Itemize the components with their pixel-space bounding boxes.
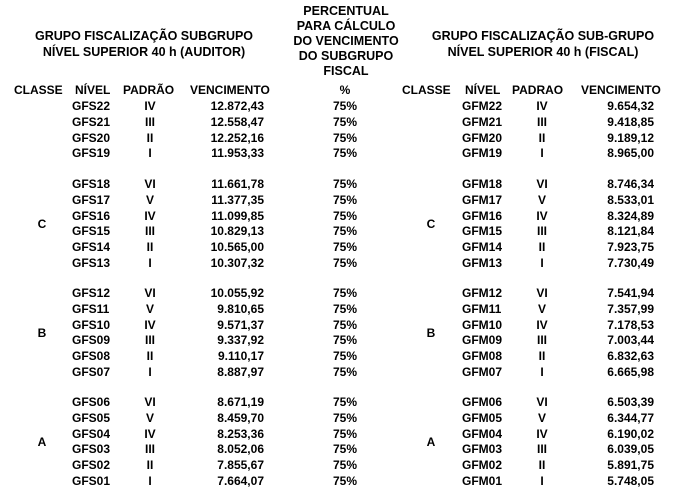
center-title-line-1: PERCENTUAL (303, 4, 389, 18)
right-vencimento: 9.418,85 (607, 114, 654, 129)
left-padrao: III (144, 442, 155, 457)
left-vencimento: 12.872,43 (210, 99, 264, 113)
right-padrao: III (536, 114, 547, 129)
left-vencimento: 8.887,97 (217, 365, 264, 379)
right-nivel: GFM18 (462, 177, 503, 191)
percent-value: 75% (332, 286, 358, 300)
left-nivel: GFS17 (72, 192, 111, 207)
left-vencimento: 7.664,07 (217, 474, 264, 488)
right-vencimento: 8.746,34 (607, 177, 654, 191)
left-vencimento: 9.337,92 (217, 333, 264, 348)
right-classe-label: B (426, 326, 436, 341)
percent-value: 75% (332, 333, 358, 348)
left-padrao: II (146, 349, 154, 364)
right-nivel: GFM04 (462, 426, 503, 441)
left-vencimento: 12.252,16 (210, 130, 264, 145)
left-padrao: IV (144, 99, 156, 113)
left-padrao: V (145, 192, 154, 207)
right-padrao: I (540, 146, 544, 161)
left-padrao: III (144, 333, 155, 348)
right-nivel: GFM11 (462, 301, 502, 316)
right-padrao: I (540, 365, 544, 379)
percent-value: 75% (332, 192, 358, 207)
right-padrao: I (540, 256, 544, 270)
right-nivel: GFM06 (462, 395, 503, 409)
center-header-percent: % (339, 83, 351, 97)
right-title-line-1: GRUPO FISCALIZAÇÃO SUB-GRUPO (431, 29, 655, 43)
percent-value: 75% (332, 130, 358, 145)
left-vencimento: 12.558,47 (210, 114, 264, 129)
right-nivel: GFM10 (462, 317, 503, 332)
percent-value: 75% (332, 224, 358, 239)
left-nivel: GFS14 (72, 240, 111, 255)
center-title-line-2: PARA CÁLCULO (296, 19, 396, 33)
right-header-classe: CLASSE (402, 83, 451, 97)
left-header-vencimento: VENCIMENTO (190, 83, 270, 97)
left-classe-label: B (37, 326, 47, 341)
percent-value: 75% (332, 317, 358, 332)
left-nivel: GFS18 (72, 177, 111, 191)
left-padrao: III (144, 224, 155, 239)
left-title-line-1: GRUPO FISCALIZAÇÃO SUBGRUPO (34, 29, 254, 43)
right-padrao: III (536, 224, 547, 239)
right-padrao: III (536, 442, 547, 457)
left-vencimento: 8.671,19 (217, 395, 264, 409)
right-padrao: II (538, 349, 546, 364)
left-nivel: GFS04 (72, 426, 111, 441)
left-vencimento: 11.953,33 (211, 146, 264, 161)
left-nivel: GFS07 (72, 365, 111, 379)
left-nivel: GFS08 (72, 349, 111, 364)
percent-value: 75% (332, 146, 358, 161)
left-vencimento: 10.055,92 (210, 286, 264, 300)
left-padrao: VI (144, 177, 156, 191)
left-title-line-2: NÍVEL SUPERIOR 40 h (AUDITOR) (42, 45, 246, 59)
right-padrao: V (537, 301, 546, 316)
left-nivel: GFS20 (72, 130, 111, 145)
left-vencimento: 9.110,17 (217, 349, 264, 364)
right-nivel: GFM20 (462, 130, 503, 145)
left-padrao: I (148, 474, 152, 488)
left-vencimento: 11.377,35 (211, 192, 264, 207)
right-padrao: II (538, 130, 546, 145)
right-nivel: GFM19 (462, 146, 503, 161)
right-padrao: V (537, 192, 546, 207)
right-header-nivel: NÍVEL (465, 83, 501, 97)
left-padrao: II (146, 130, 154, 145)
right-vencimento: 5.748,05 (607, 474, 654, 488)
right-nivel: GFM17 (462, 192, 503, 207)
left-vencimento: 10.829,13 (210, 224, 264, 239)
right-padrao: IV (536, 426, 548, 441)
right-padrao: II (538, 458, 546, 473)
right-vencimento: 9.654,32 (607, 99, 654, 113)
left-vencimento: 9.571,37 (217, 317, 264, 332)
percent-value: 75% (332, 426, 358, 441)
left-nivel: GFS22 (72, 99, 111, 113)
percent-value: 75% (332, 114, 358, 129)
center-title-line-5: FISCAL (323, 64, 369, 78)
right-nivel: GFM05 (462, 410, 503, 425)
left-padrao: V (145, 301, 154, 316)
right-vencimento: 7.003,44 (607, 333, 654, 348)
right-vencimento: 8.533,01 (607, 192, 654, 207)
percent-value: 75% (332, 458, 358, 473)
left-padrao: IV (144, 426, 156, 441)
right-header-vencimento: VENCIMENTO (581, 83, 661, 97)
right-padrao: V (537, 410, 546, 425)
left-nivel: GFS03 (72, 442, 111, 457)
right-vencimento: 7.178,53 (607, 317, 654, 332)
percent-value: 75% (332, 365, 358, 379)
left-vencimento: 8.052,06 (217, 442, 264, 457)
right-nivel: GFM22 (462, 99, 503, 113)
left-vencimento: 8.459,70 (217, 410, 264, 425)
right-nivel: GFM03 (462, 442, 503, 457)
left-vencimento: 10.307,32 (210, 256, 264, 270)
left-padrao: V (145, 410, 154, 425)
left-padrao: II (146, 458, 154, 473)
left-padrao: IV (144, 208, 156, 223)
right-nivel: GFM15 (462, 224, 503, 239)
right-vencimento: 7.730,49 (607, 256, 654, 270)
right-vencimento: 8.121,84 (607, 224, 654, 239)
left-vencimento: 7.855,67 (217, 458, 264, 473)
right-padrao: I (540, 474, 544, 488)
right-vencimento: 6.503,39 (607, 395, 654, 409)
right-vencimento: 6.344,77 (607, 410, 654, 425)
percent-value: 75% (332, 208, 358, 223)
percent-value: 75% (332, 474, 358, 488)
left-vencimento: 10.565,00 (210, 240, 264, 255)
left-padrao: VI (144, 286, 156, 300)
right-padrao: IV (536, 317, 548, 332)
left-nivel: GFS06 (72, 395, 111, 409)
left-padrao: I (148, 256, 152, 270)
left-classe-label: A (37, 435, 47, 450)
percent-value: 75% (332, 177, 358, 191)
right-nivel: GFM09 (462, 333, 503, 348)
left-nivel: GFS09 (72, 333, 111, 348)
left-vencimento: 11.099,85 (211, 208, 264, 223)
left-nivel: GFS10 (72, 317, 111, 332)
left-padrao: I (148, 146, 152, 161)
percent-value: 75% (332, 256, 358, 270)
center-title-line-3: DO VENCIMENTO (293, 34, 399, 48)
left-vencimento: 9.810,65 (217, 301, 264, 316)
percent-value: 75% (332, 395, 358, 409)
right-padrao: II (538, 240, 546, 255)
left-nivel: GFS11 (72, 301, 110, 316)
left-nivel: GFS01 (72, 474, 111, 488)
left-classe-label: C (37, 217, 47, 232)
percent-value: 75% (332, 349, 358, 364)
right-nivel: GFM08 (462, 349, 503, 364)
right-header-padrao: PADRAO (512, 83, 564, 97)
right-nivel: GFM16 (462, 208, 503, 223)
right-nivel: GFM07 (462, 365, 503, 379)
left-nivel: GFS16 (72, 208, 111, 223)
right-nivel: GFM13 (462, 256, 503, 270)
right-title-line-2: NÍVEL SUPERIOR 40 h (FISCAL) (447, 45, 639, 59)
right-nivel: GFM14 (462, 240, 503, 255)
right-vencimento: 6.039,05 (607, 442, 654, 457)
percent-value: 75% (332, 410, 358, 425)
left-vencimento: 11.661,78 (211, 177, 264, 191)
right-padrao: IV (536, 99, 548, 113)
right-vencimento: 8.324,89 (607, 208, 654, 223)
left-padrao: VI (144, 395, 156, 409)
right-nivel: GFM21 (462, 114, 503, 129)
left-header-nivel: NÍVEL (75, 83, 111, 97)
percent-value: 75% (332, 240, 358, 255)
percent-value: 75% (332, 99, 358, 113)
right-nivel: GFM02 (462, 458, 503, 473)
right-vencimento: 6.832,63 (607, 349, 654, 364)
right-vencimento: 6.190,02 (607, 426, 654, 441)
center-title-line-4: DO SUBGRUPO (298, 49, 394, 63)
left-nivel: GFS19 (72, 146, 111, 161)
right-vencimento: 6.665,98 (607, 365, 654, 379)
right-padrao: VI (536, 286, 548, 300)
left-padrao: I (148, 365, 152, 379)
left-nivel: GFS13 (72, 256, 111, 270)
percent-value: 75% (332, 442, 358, 457)
right-vencimento: 7.357,99 (607, 301, 654, 316)
left-padrao: III (144, 114, 155, 129)
left-nivel: GFS05 (72, 410, 111, 425)
right-classe-label: A (426, 435, 436, 450)
right-padrao: VI (536, 177, 548, 191)
left-nivel: GFS12 (72, 286, 111, 300)
left-nivel: GFS21 (72, 114, 111, 129)
right-vencimento: 5.891,75 (607, 458, 654, 473)
right-padrao: IV (536, 208, 548, 223)
percent-value: 75% (332, 301, 358, 316)
left-padrao: II (146, 240, 154, 255)
left-padrao: IV (144, 317, 156, 332)
right-padrao: VI (536, 395, 548, 409)
right-classe-label: C (426, 217, 436, 232)
right-vencimento: 7.923,75 (607, 240, 654, 255)
right-vencimento: 7.541,94 (607, 286, 654, 300)
left-header-padrao: PADRÃO (123, 83, 175, 97)
left-nivel: GFS02 (72, 458, 111, 473)
left-nivel: GFS15 (72, 224, 111, 239)
right-nivel: GFM01 (462, 474, 503, 488)
left-header-classe: CLASSE (14, 83, 63, 97)
right-vencimento: 8.965,00 (607, 146, 654, 161)
right-padrao: III (536, 333, 547, 348)
right-vencimento: 9.189,12 (607, 130, 654, 145)
left-vencimento: 8.253,36 (217, 426, 264, 441)
right-nivel: GFM12 (462, 286, 503, 300)
